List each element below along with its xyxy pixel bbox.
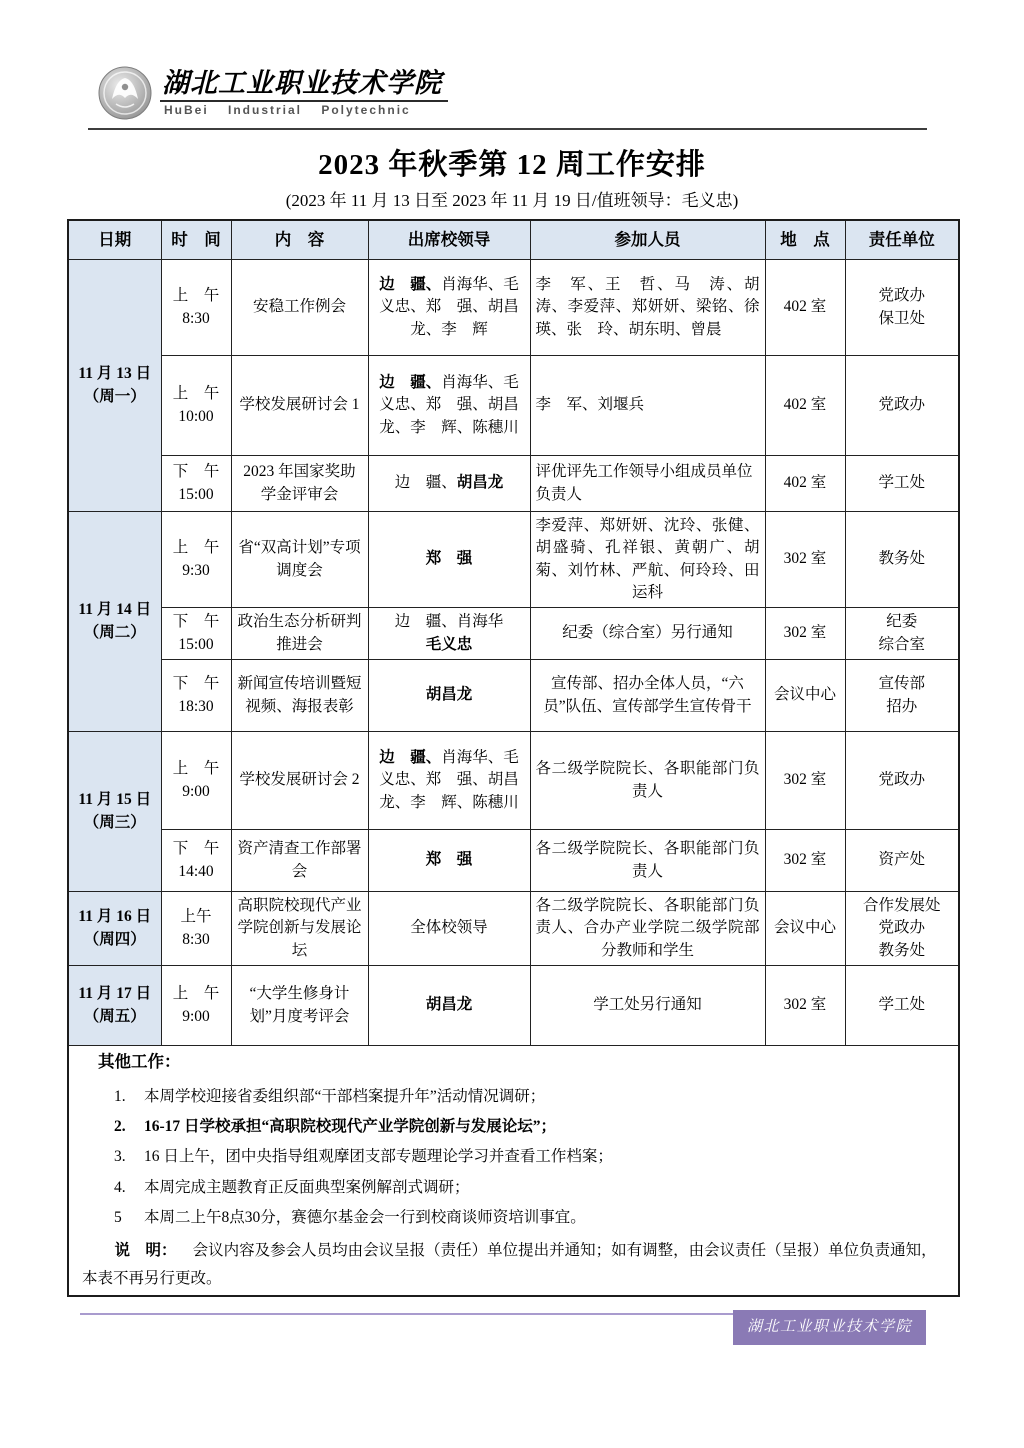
location-cell: 302 室 — [765, 830, 845, 892]
schedule-row — [68, 660, 959, 732]
note-text: 会议内容及参会人员均由会议呈报（责任）单位提出并通知；如有调整，由会议责任（呈报）单位负责通知，本表不再另行更改。 — [82, 1242, 937, 1287]
leaders-cell — [368, 892, 530, 966]
location-cell: 402 室 — [765, 356, 845, 456]
other-work-item — [114, 1203, 953, 1233]
other-work-item — [114, 1173, 953, 1203]
item-number: 3. — [114, 1148, 126, 1166]
page-subtitle: (2023 年 11 月 13 日至 2023 年 11 月 19 日/值班领导：毛义忠) — [285, 191, 739, 210]
item-text: 16-17 日学校承担“高职院校现代产业学院创新与发展论坛”； — [144, 1118, 557, 1136]
time-cell: 上 午 8:30 — [161, 260, 231, 356]
participants-cell: 各二级学院院长、各职能部门负责人 — [530, 732, 765, 830]
time-cell: 上 午 10:00 — [161, 356, 231, 456]
school-emblem-icon — [98, 66, 152, 120]
leader-name: 郑 强 — [425, 550, 473, 568]
location-cell: 302 室 — [765, 608, 845, 660]
content-cell: 政治生态分析研判推进会 — [231, 608, 368, 660]
leaders-cell — [368, 608, 530, 660]
school-name-en: HuBei Industrial Polytechnic — [164, 103, 411, 118]
page-header — [0, 0, 1024, 132]
time-cell: 上午 8:30 — [161, 892, 231, 966]
school-name-cn: 湖北工业职业技术学院 — [160, 68, 448, 102]
other-work-list — [74, 1082, 953, 1233]
schedule-row — [68, 260, 959, 356]
date-cell: 11 月 16 日 （周四） — [68, 892, 161, 966]
content-cell: 安稳工作例会 — [231, 260, 368, 356]
time-cell: 上 午 9:00 — [161, 966, 231, 1046]
participants-cell: 学工处另行通知 — [530, 966, 765, 1046]
unit-cell: 纪委 综合室 — [845, 608, 959, 660]
schedule-row — [68, 356, 959, 456]
schedule-row — [68, 830, 959, 892]
leaders-cell — [368, 356, 530, 456]
note-paragraph — [82, 1237, 947, 1293]
content-cell: 资产清查工作部署会 — [231, 830, 368, 892]
leaders-cell — [368, 512, 530, 608]
leader-name: 胡昌龙 — [425, 686, 473, 704]
other-work-item — [114, 1112, 953, 1142]
location-cell: 302 室 — [765, 732, 845, 830]
leader-name: 肖海华、毛义忠、郑 强、胡昌龙、李 辉、陈穗川 — [379, 373, 519, 436]
content-cell: 2023 年国家奖助学金评审会 — [231, 456, 368, 512]
time-cell: 上 午 9:30 — [161, 512, 231, 608]
unit-cell: 党政办 — [845, 356, 959, 456]
content-cell: 学校发展研讨会 1 — [231, 356, 368, 456]
leader-name: 肖海华、毛义忠、郑 强、胡昌龙、李 辉、陈穗川 — [379, 748, 519, 811]
header-row — [68, 220, 959, 260]
unit-cell: 宣传部 招办 — [845, 660, 959, 732]
date-cell: 11 月 15 日 （周三） — [68, 732, 161, 892]
location-cell: 302 室 — [765, 512, 845, 608]
leaders-cell — [368, 660, 530, 732]
date-cell: 11 月 13 日 （周一） — [68, 260, 161, 512]
leader-name: 边 疆、 — [379, 748, 442, 766]
time-cell: 下 午 18:30 — [161, 660, 231, 732]
other-work-heading: 其他工作： — [98, 1052, 181, 1071]
unit-cell: 党政办 — [845, 732, 959, 830]
unit-cell: 学工处 — [845, 456, 959, 512]
leaders-cell — [368, 732, 530, 830]
unit-cell: 党政办 保卫处 — [845, 260, 959, 356]
leaders-cell — [368, 260, 530, 356]
leaders-cell — [368, 456, 530, 512]
item-number: 4. — [114, 1178, 126, 1196]
participants-cell: 纪委（综合室）另行通知 — [530, 608, 765, 660]
item-number: 1. — [114, 1087, 126, 1105]
participants-cell: 李 军、刘堰兵 — [530, 356, 765, 456]
leader-name: 肖海华、毛义忠、郑 强、胡昌龙、李 辉 — [379, 275, 519, 338]
item-text: 本周完成主题教育正反面典型案例解剖式调研； — [144, 1178, 470, 1196]
content-cell: 新闻宣传培训暨短视频、海报表彰 — [231, 660, 368, 732]
participants-cell: 李 军、王 哲、马 涛、胡涛、李爱萍、郑妍妍、梁铭、徐 瑛、张 玲、胡东明、曾晨 — [530, 260, 765, 356]
unit-cell: 合作发展处 党政办 教务处 — [845, 892, 959, 966]
participants-cell: 评优评先工作领导小组成员单位负责人 — [530, 456, 765, 512]
participants-cell: 各二级学院院长、各职能部门负责人 — [530, 830, 765, 892]
item-number: 2. — [114, 1118, 126, 1136]
column-header: 日期 — [68, 220, 161, 260]
location-cell: 会议中心 — [765, 660, 845, 732]
column-header: 地 点 — [765, 220, 845, 260]
leader-name: 边 疆、肖海华 — [394, 613, 504, 631]
location-cell: 会议中心 — [765, 892, 845, 966]
other-work-item — [114, 1082, 953, 1112]
item-text: 16 日上午，团中央指导组观摩团支部专题理论学习并查看工作档案； — [144, 1148, 613, 1166]
leaders-cell — [368, 830, 530, 892]
location-cell: 402 室 — [765, 456, 845, 512]
date-cell: 11 月 14 日 （周二） — [68, 512, 161, 732]
participants-cell: 各二级学院院长、各职能部门负责人、合办产业学院二级学院部分教师和学生 — [530, 892, 765, 966]
column-header: 内 容 — [231, 220, 368, 260]
footer-school-name: 湖北工业职业技术学院 — [733, 1310, 926, 1345]
unit-cell: 教务处 — [845, 512, 959, 608]
item-text: 本周二上午8点30分，赛德尔基金会一行到校商谈师资培训事宜。 — [144, 1208, 586, 1226]
other-work-row — [68, 1046, 959, 1296]
page-title: 2023 年秋季第 12 周工作安排 — [318, 149, 706, 181]
footer-divider — [80, 1313, 738, 1315]
leader-name: 胡昌龙 — [456, 474, 504, 492]
column-header: 出席校领导 — [368, 220, 530, 260]
time-cell: 下 午 15:00 — [161, 456, 231, 512]
weekly-schedule-table — [67, 219, 960, 1297]
leader-name: 胡昌龙 — [425, 996, 473, 1014]
schedule-row — [68, 892, 959, 966]
school-logo — [98, 68, 448, 120]
other-work-item — [114, 1142, 953, 1172]
column-header: 责任单位 — [845, 220, 959, 260]
content-cell: 省“双高计划”专项调度会 — [231, 512, 368, 608]
leader-name: 郑 强 — [425, 851, 473, 869]
participants-cell: 李爱萍、郑妍妍、沈玲、张健、胡盛骑、孔祥银、黄朝广、胡菊、刘竹林、严航、何玲玲、田运科 — [530, 512, 765, 608]
content-cell: “大学生修身计划”月度考评会 — [231, 966, 368, 1046]
schedule-row — [68, 608, 959, 660]
time-cell: 下 午 15:00 — [161, 608, 231, 660]
item-text: 本周学校迎接省委组织部“干部档案提升年”活动情况调研； — [144, 1087, 546, 1105]
item-number: 5 — [114, 1208, 122, 1226]
leader-name: 全体校领导 — [410, 919, 488, 937]
leader-name: 边 疆、 — [394, 474, 457, 492]
content-cell: 高职院校现代产业学院创新与发展论坛 — [231, 892, 368, 966]
location-cell: 302 室 — [765, 966, 845, 1046]
time-cell: 下 午 14:40 — [161, 830, 231, 892]
header-divider — [88, 128, 927, 130]
schedule-row — [68, 966, 959, 1046]
schedule-row — [68, 732, 959, 830]
time-cell: 上 午 9:00 — [161, 732, 231, 830]
participants-cell: 宣传部、招办全体人员，“六员”队伍、宣传部学生宣传骨干 — [530, 660, 765, 732]
note-label: 说 明： — [114, 1242, 177, 1260]
schedule-body — [68, 260, 959, 1046]
leader-name: 边 疆、 — [379, 275, 442, 293]
leaders-cell — [368, 966, 530, 1046]
location-cell: 402 室 — [765, 260, 845, 356]
unit-cell: 资产处 — [845, 830, 959, 892]
leader-name: 毛义忠 — [425, 635, 473, 653]
column-header: 参加人员 — [530, 220, 765, 260]
schedule-row — [68, 512, 959, 608]
unit-cell: 学工处 — [845, 966, 959, 1046]
column-header: 时 间 — [161, 220, 231, 260]
leader-name: 边 疆、 — [379, 373, 442, 391]
content-cell: 学校发展研讨会 2 — [231, 732, 368, 830]
date-cell: 11 月 17 日 （周五） — [68, 966, 161, 1046]
schedule-row — [68, 456, 959, 512]
other-work-cell — [68, 1046, 959, 1296]
